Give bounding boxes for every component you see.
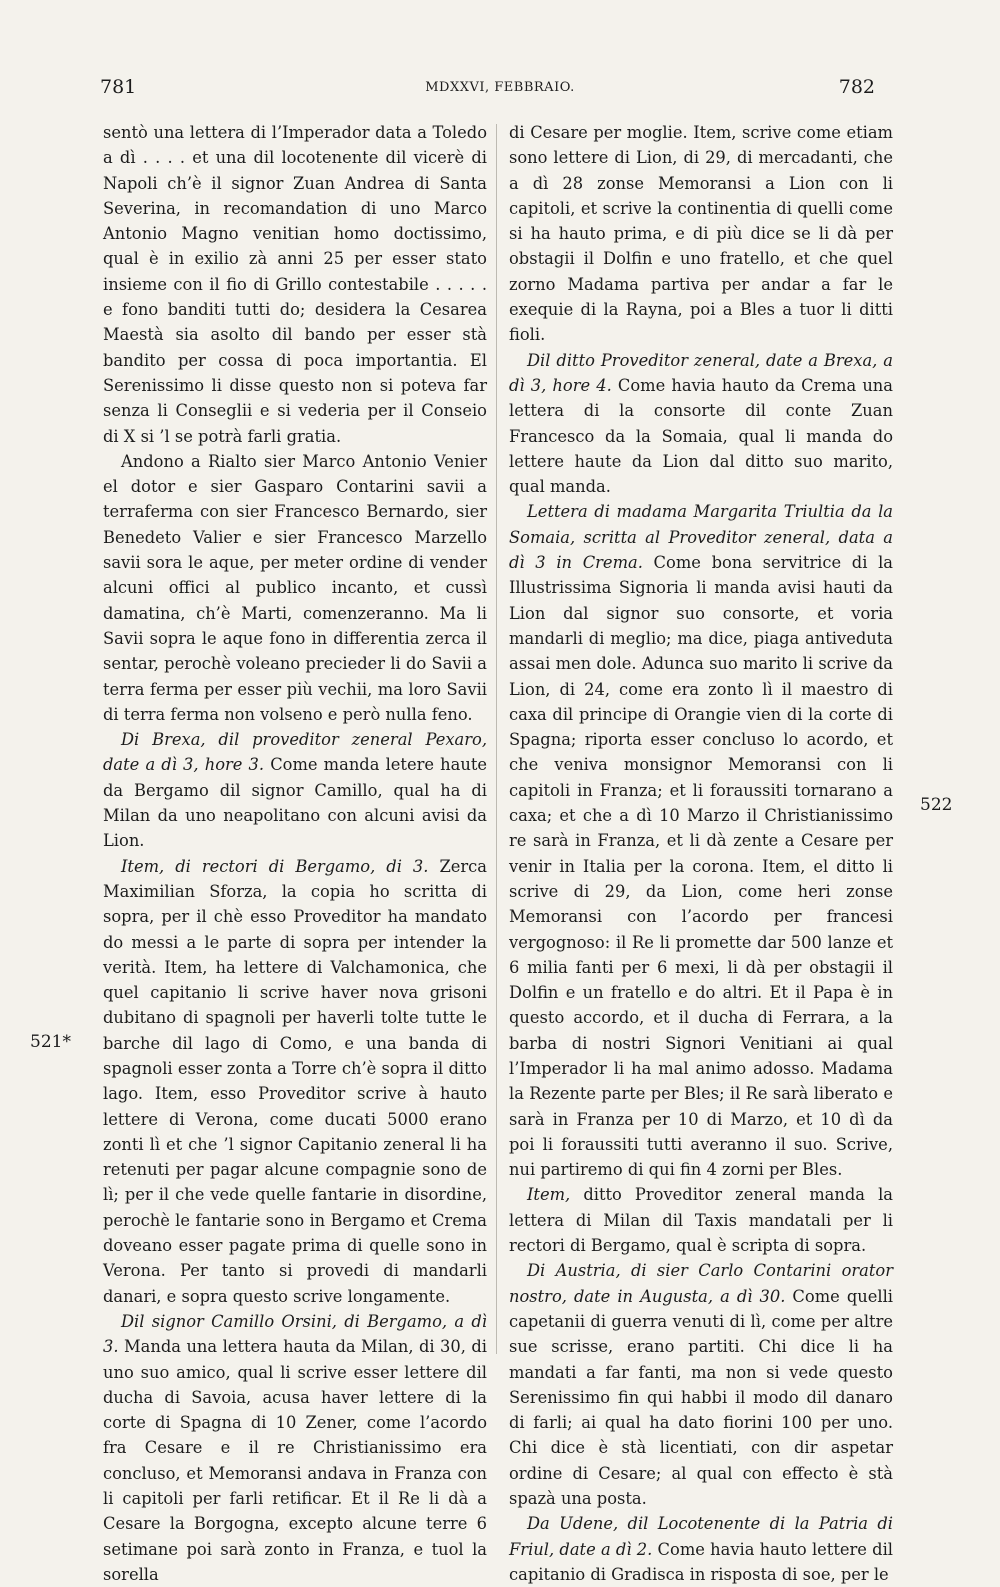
paragraph-text: sentò una lettera di l’Imperador data a Toledo a dì . . . . et una dil locotenente dil vicerè di Napoli ch’è il signor Zuan Andrea di Santa Severina, in recomandation di uno Marco Antonio Magno venitian homo doctissimo, qual è in exilio zà anni 25 per esser stato insieme con il fio di Grillo contestabile . . . . . e fono banditi tutti do; desidera la Cesarea Maestà sia asolto dil bando per esser stà bandito per cossa di poca importantia. El Serenissimo li disse questo non si poteva far senza li Conseglii e si vederia per il Conseio di X si ’l se potrà farli gratia. <box>103 123 487 446</box>
paragraph <box>509 1182 893 1258</box>
paragraph <box>103 1309 487 1587</box>
continued-paragraph <box>509 120 893 348</box>
paragraph-heading: Dil ditto Proveditor zeneral, date a Brexa, a dì 3, hore 4. <box>509 350 893 395</box>
paragraph-text: Come manda letere haute da Bergamo dil signor Camillo, qual ha di Milan da uno neapolitano con alcuni avisi da Lion. <box>103 755 487 851</box>
right-column <box>509 120 893 1587</box>
paragraph-text: Come havia hauto da Crema una lettera di la consorte dil conte Zuan Francesco da la Somaia, qual li manda do lettere haute da Lion dal ditto suo marito, qual manda. <box>509 375 893 497</box>
paragraph-heading: Di Brexa, dil proveditor zeneral Pexaro, date a dì 3, hore 3. <box>103 730 487 775</box>
continued-paragraph <box>103 120 487 449</box>
paragraph-text: Manda una lettera hauta da Milan, di 30, di uno suo amico, qual li scrive esser lettere dil ducha di Savoia, acusa haver lettere di la corte di Spagna di 10 Zener, come l’acordo fra Cesare e il re Christianissimo era concluso, et Memoransi andava in Franza con li capitoli per farli retificar. Et il Re li dà a Cesare la Borgogna, excepto alcune terre 6 setimane poi sarà zonto in Franza, e tuol la sorella <box>103 1337 487 1584</box>
paragraph-heading: Item, <box>527 1185 571 1205</box>
paragraph <box>103 449 487 727</box>
paragraph-heading: Item, di rectori di Bergamo, di 3. <box>121 856 429 876</box>
paragraph <box>509 1258 893 1511</box>
paragraph-heading: Lettera di madama Margarita Triultia da la Somaia, scritta al Proveditor zeneral, data a dì 3 in Crema. <box>509 502 893 573</box>
paragraph <box>509 348 893 500</box>
paragraph-text: Come quelli capetanii di guerra venuti di lì, come per altre sue scrisse, erano partiti. Chi dice li ha mandati a far fanti, ma non si vede questo Serenissimo fin qui habbi il modo dil danaro di farli; ai qual ha dato fiorini 100 per uno. Chi dice è stà licentiati, con dir aspetar ordine di Cesare; al qual con effecto è stà spazà una posta. <box>509 1286 893 1509</box>
margin-marker-right: 522 <box>920 795 953 815</box>
paragraph-text: Come havia hauto lettere dil capitanio di Gradisca in risposta di soe, per le <box>509 1539 893 1584</box>
paragraph-heading: Di Austria, di sier Carlo Contarini orator nostro, date in Augusta, a dì 30. <box>509 1261 893 1306</box>
page-number-right: 782 <box>838 76 875 98</box>
running-title: MDXXVI, FEBBRAIO. <box>425 80 575 95</box>
left-column <box>103 120 487 1587</box>
paragraph <box>103 854 487 1309</box>
paragraph-text: Zerca Maximilian Sforza, la copia ho scritta di sopra, per il chè esso Proveditor ha mandato do messi a le parte di sopra per intender la verità. Item, ha lettere di Valchamonica, che quel capitanio li scrive haver nova grisoni dubitano di spagnoli per haverli tolte tutte le barche dil lago di Como, e una banda di spagnoli esser zonta a Torre ch’è sopra il ditto lago. Item, esso Proveditor scrive à hauto lettere di Verona, come ducati 5000 erano zonti lì et che ’l signor Capitanio zeneral li ha retenuti per pagar alcune compagnie sono de lì; per il che vede quelle fantarie in disordine, perochè le fantarie sono in Bergamo et Crema doveano esser pagate prima di quelle sono in Verona. Per tanto si provedi di mandarli danari, e sopra questo scrive longamente. <box>103 856 488 1306</box>
paragraph-heading: Da Udene, dil Locotenente di la Patria di Friul, date a dì 2. <box>509 1514 893 1559</box>
paragraph-text: di Cesare per moglie. Item, scrive come etiam sono lettere di Lion, di 29, di mercadanti, che a dì 28 zonse Memoransi a Lion con li capitoli, et scrive la continentia di quelli come si ha hauto prima, e di più dice se li dà per obstagii il Dolfin e uno fratello, et che quel zorno Madama partiva per andar a far le exequie di la Rayna, poi a Bles a tuor li ditti fioli. <box>509 123 893 345</box>
paragraph-text: Come bona servitrice di la Illustrissima Signoria li manda avisi hauti da Lion dal signor suo consorte, et voria mandarli di meglio; ma dice, piaga antiveduta assai men dole. Adunca suo marito li scrive da Lion, di 24, come era zonto lì il maestro di caxa dil principe di Orangie vien di la corte di Spagna; riporta esser concluso lo acordo, et che veniva monsignor Memoransi con li capitoli in Franza; et li foraussiti tornarano a caxa; et che a dì 10 Marzo il Christianissimo re sarà in Franza, et li dà zente a Cesare per venir in Italia per la corona. Item, el ditto li scrive di 29, da Lion, come heri zonse Memoransi con l’acordo per francesi vergognoso: il Re li promette dar 500 lanze et 6 milia fanti per 6 mexi, li dà per obstagii il Dolfin e un fratello e do altri. Et il Papa è in questo accordo, et il ducha di Ferrara, a la barba di nostri Signori Venitiani ai qual l’Imperador li ha mal animo adosso. Madama la Rezente parte per Bles; il Re sarà liberato e sarà in Franza per 10 di Marzo, et 10 dì da poi li foraussiti tutti averanno il suo. Scrive, nui partiremo di qui fin 4 zorni per Bles. <box>509 553 893 1180</box>
paragraph-text: Andono a Rialto sier Marco Antonio Venier el dotor e sier Gasparo Contarini savii a terraferma con sier Francesco Bernardo, sier Benedeto Valier e sier Francesco Marzello savii sora le aque, per meter ordine di vender alcuni offici al publico incanto, et cussì damatina, ch’è Marti, comenzeranno. Ma li Savii sopra le aque fono in differentia zerca il sentar, perochè voleano precieder li do Savii a terra ferma per esser più vechii, ma loro Savii di terra ferma non volseno e però nulla feno. <box>103 451 487 724</box>
paragraph-heading: Dil signor Camillo Orsini, di Bergamo, a dì 3. <box>103 1311 487 1357</box>
page-number-left: 781 <box>100 76 137 98</box>
margin-marker-left: 521* <box>30 1032 71 1052</box>
paragraph-text: ditto Proveditor zeneral manda la lettera di Milan dil Taxis mandatali per li rectori di Bergamo, qual è scripta di sopra. <box>509 1185 893 1256</box>
paragraph <box>509 499 893 1182</box>
paragraph <box>509 1511 893 1587</box>
column-divider <box>496 124 497 1354</box>
paragraph <box>103 727 487 853</box>
